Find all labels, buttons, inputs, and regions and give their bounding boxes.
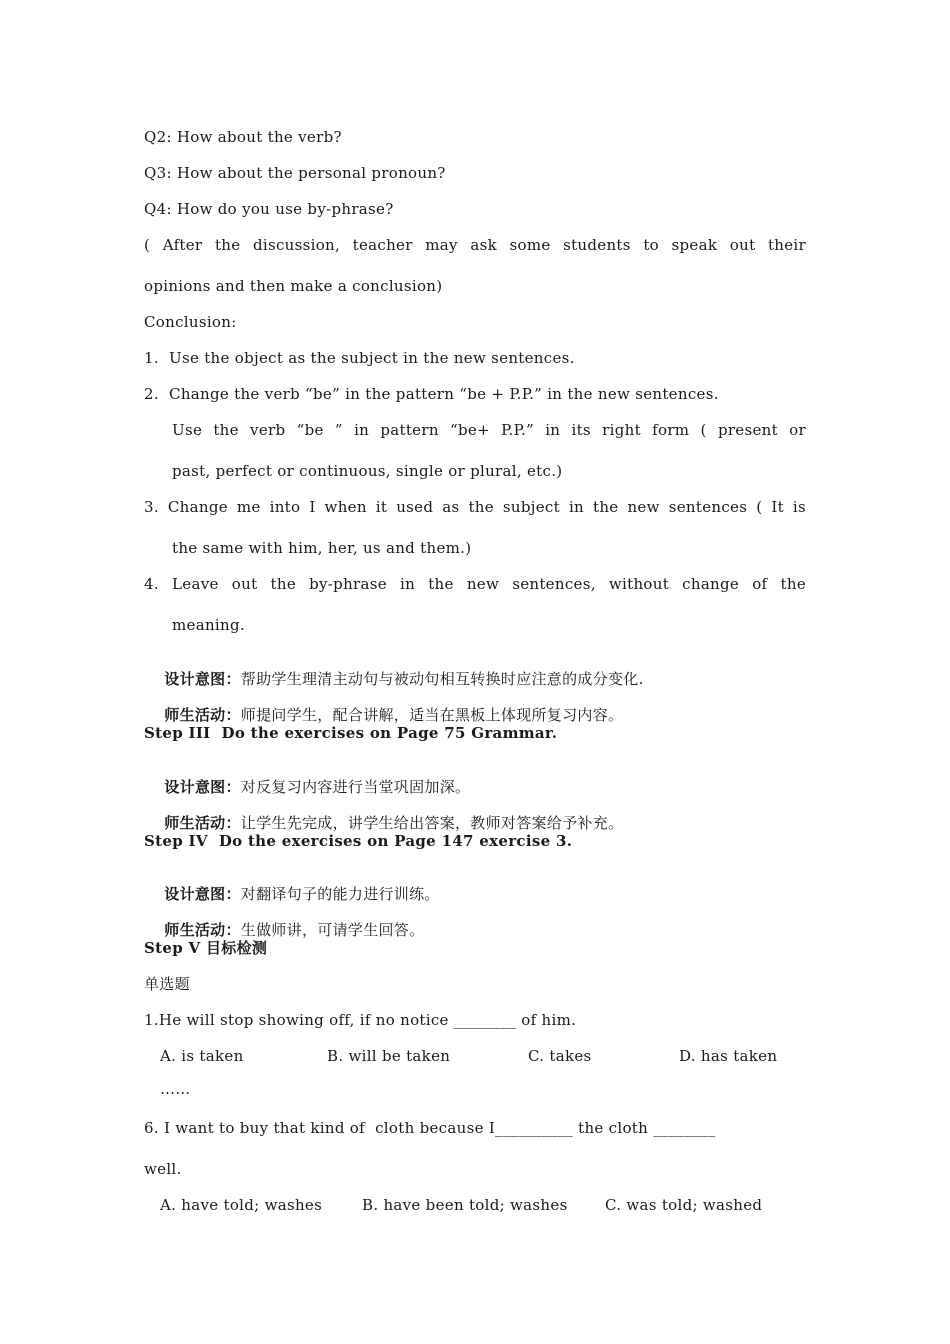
question-6-line-1: 6. I want to buy that kind of cloth because I__________ the cloth ________ xyxy=(144,1119,716,1137)
conclusion-item-3-line-1: 3. Change me into I when it used as the subject in the new sentences ( It is xyxy=(144,498,806,516)
conclusion-item-2-line-1: 2. Change the verb “be” in the pattern “be + P.P.” in the new sentences. xyxy=(144,385,719,403)
question-q2: Q2: How about the verb? xyxy=(144,128,342,146)
discussion-line-2: opinions and then make a conclusion) xyxy=(144,277,443,295)
q1-option-d: D. has taken xyxy=(679,1047,778,1065)
intent-label: 设计意图： xyxy=(164,778,241,796)
question-q3: Q3: How about the personal pronoun? xyxy=(144,164,446,182)
intent-text: 对反复习内容进行当堂巩固加深。 xyxy=(240,778,471,796)
ellipsis: …… xyxy=(160,1080,191,1098)
question-q4: Q4: How do you use by-phrase? xyxy=(144,200,394,218)
q6-option-a: A. have told; washes xyxy=(160,1196,323,1214)
q1-option-a: A. is taken xyxy=(160,1047,244,1065)
activity-text: 师提问学生，配合讲解，适当在黑板上体现所复习内容。 xyxy=(240,706,624,724)
discussion-line-1: ( After the discussion, teacher may ask some students to speak out their xyxy=(144,236,806,254)
q6-option-b: B. have been told; washes xyxy=(362,1196,568,1214)
step3-title: Step III Do the exercises on Page 75 Grammar. xyxy=(144,724,558,742)
section-heading: 单选题 xyxy=(144,975,190,993)
conclusion-item-2-line-2: Use the verb “be ” in pattern “be+ P.P.” in its right form ( present or xyxy=(172,421,806,439)
q1-option-c: C. takes xyxy=(528,1047,592,1065)
activity-label: 师生活动： xyxy=(164,921,241,939)
q1-option-b: B. will be taken xyxy=(327,1047,451,1065)
step4-title: Step IV Do the exercises on Page 147 exercise 3. xyxy=(144,832,573,850)
question-6-line-2: well. xyxy=(144,1160,182,1178)
activity-text: 生做师讲，可请学生回答。 xyxy=(240,921,425,939)
conclusion-item-1: 1. Use the object as the subject in the new sentences. xyxy=(144,349,575,367)
activity-text: 让学生先完成，讲学生给出答案，教师对答案给予补充。 xyxy=(240,814,624,832)
intent-text: 对翻译句子的能力进行训练。 xyxy=(240,885,440,903)
intent-label: 设计意图： xyxy=(164,670,241,688)
conclusion-item-2-line-3: past, perfect or continuous, single or plural, etc.) xyxy=(172,462,563,480)
conclusion-heading: Conclusion: xyxy=(144,313,237,331)
activity-label: 师生活动： xyxy=(164,814,241,832)
activity-label: 师生活动： xyxy=(164,706,241,724)
step5-title: Step V 目标检测 xyxy=(144,939,268,957)
conclusion-item-3-line-2: the same with him, her, us and them.) xyxy=(172,539,472,557)
q6-option-c: C. was told; washed xyxy=(605,1196,763,1214)
question-1: 1.He will stop showing off, if no notice ________ of him. xyxy=(144,1011,577,1029)
conclusion-item-4-line-2: meaning. xyxy=(172,616,245,634)
intent-label: 设计意图： xyxy=(164,885,241,903)
conclusion-item-4-line-1: 4. Leave out the by-phrase in the new sentences, without change of the xyxy=(144,575,806,593)
intent-text: 帮助学生理清主动句与被动句相互转换时应注意的成分变化. xyxy=(240,670,644,688)
